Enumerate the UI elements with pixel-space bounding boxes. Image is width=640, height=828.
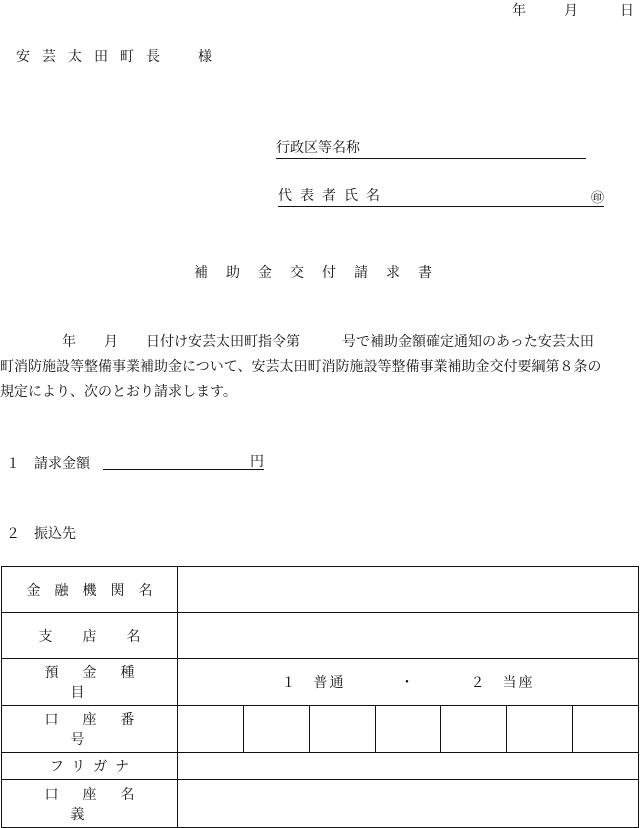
org-name-field[interactable] [276, 138, 586, 159]
deposit-option-current[interactable]: ２ 当座 [470, 675, 535, 691]
account-name-cell[interactable] [178, 780, 639, 828]
digit-box[interactable] [309, 706, 375, 752]
account-number-label: 口座番号 [44, 712, 159, 748]
branch-label: 支店名 [38, 628, 171, 645]
table-row [2, 706, 639, 753]
table-row [2, 780, 639, 828]
furigana-label: フリガナ [49, 759, 138, 775]
account-number-cell [178, 706, 639, 753]
section-transfer-label: ２ 振込先 [6, 526, 76, 542]
document-title: 補助金交付請求書 [194, 265, 450, 281]
amount-unit: 円 [250, 454, 264, 470]
institution-label: 金融機関名 [26, 582, 167, 599]
body-line-2: 町消防施設等整備事業補助金について、安芸太田町消防施設等整備事業補助金交付要綱第８条の [0, 359, 602, 375]
bank-table [1, 566, 639, 828]
date-year: 年 [512, 3, 526, 19]
digit-box[interactable] [243, 706, 309, 752]
deposit-type-header [2, 659, 178, 706]
account-number-boxes [178, 706, 638, 752]
deposit-option-separator: ・ [400, 675, 416, 691]
digit-box[interactable] [178, 706, 243, 752]
digit-box[interactable] [440, 706, 506, 752]
table-row [2, 613, 639, 659]
account-name-label: 口座名義 [44, 786, 159, 823]
section-amount-label: １ 請求金額 [6, 456, 90, 472]
branch-cell[interactable] [178, 613, 639, 659]
institution-cell[interactable] [178, 567, 639, 613]
deposit-type-cell[interactable] [178, 659, 639, 706]
amount-field[interactable] [103, 451, 264, 470]
table-row [2, 659, 639, 706]
body-line-3: 規定により、次のとおり請求します。 [0, 384, 237, 400]
table-row [2, 567, 639, 613]
deposit-option-ordinary[interactable]: １ 普通 [281, 675, 346, 691]
body-paragraph [0, 330, 640, 405]
digit-box[interactable] [375, 706, 441, 752]
addressee: 安芸太田町長 様 [16, 49, 224, 65]
table-row [2, 753, 639, 780]
representative-field[interactable] [278, 186, 604, 207]
account-number-header [2, 706, 178, 753]
furigana-cell[interactable] [178, 753, 639, 780]
branch-header [2, 613, 178, 659]
org-name-label: 行政区等名称 [276, 140, 360, 156]
digit-box[interactable] [506, 706, 572, 752]
account-name-header [2, 780, 178, 828]
date-day: 日 [620, 3, 634, 19]
deposit-type-label: 預金種目 [44, 665, 159, 701]
date-month: 月 [564, 3, 578, 19]
furigana-header [2, 753, 178, 780]
institution-header [2, 567, 178, 613]
seal-mark: ㊞ [590, 191, 604, 206]
body-line-1: 年 月 日付け安芸太田町指令第 号で補助金額確定通知のあった安芸太田 [62, 334, 594, 350]
representative-label: 代表者氏名 [278, 188, 388, 204]
digit-box[interactable] [572, 706, 638, 752]
